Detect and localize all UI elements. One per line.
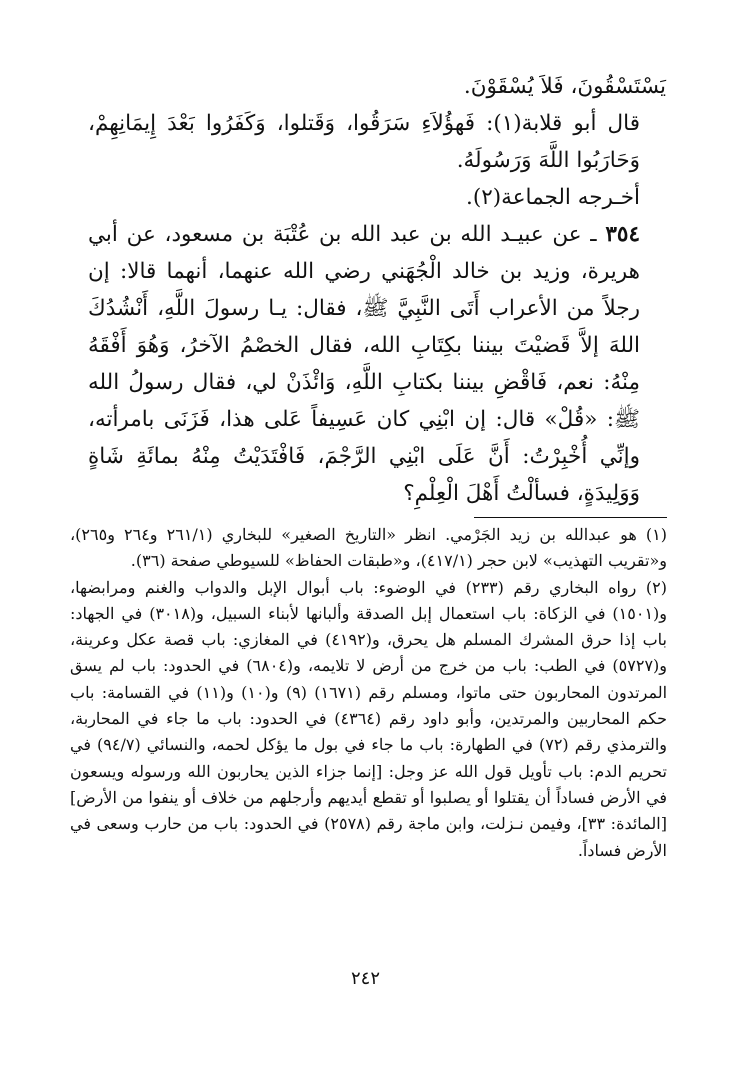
page-number: ٢٤٢ xyxy=(350,968,380,989)
hadith-number: ٣٥٤ xyxy=(605,222,640,247)
footnote-2: (٢) رواه البخاري رقم (٢٣٣) في الوضوء: باب أبوال الإبل والدواب والغنم ومرابضها، و(١٥٠١) في الزكاة: باب استعمال إبل الصدقة وألبانها لأبناء السبيل، و(٣٠١٨) في الجهاد: باب إذا حرق المشرك المسلم هل يحرق، و(٤١٩٢) في المغازي: باب قصة عكل وعرينة، و(٥٧٢٧) في الطب: باب من خرج من أرض لا تلايمه، و(٦٨٠٤) في الحدود: باب لم يسق المرتدون المحاربون حتى ماتوا، ومسلم رقم (١٦٧١) (٩) و(١٠) و(١١) في القسامة: باب حكم المحاربين والمرتدين، وأبو داود رقم (٤٣٦٤) في الحدود: باب ما جاء في المحاربة، والترمذي رقم (٧٢) في الطهارة: باب ما جاء في بول ما يؤكل لحمه، والنسائي (٩٤/٧) في تحريم الدم: باب تأويل قول الله عز وجل: [إنما جزاء الذين يحاربون الله ورسوله ويسعون في الأرض فساداً أن يقتلوا أو يصلبوا أو تقطع أيديهم وأرجلهم من خلاف أو ينفوا من الأرض] [المائدة: ٣٣]، وفيمن نـزلت، وابن ماجة رقم (٢٥٧٨) في الحدود: باب من حارب وسعى في الأرض فساداً. xyxy=(70,577,668,860)
footnote-divider xyxy=(474,517,667,518)
footnotes xyxy=(70,522,667,864)
takhrij-line: أخـرجه الجماعة(٢). xyxy=(465,185,640,210)
footnote-1: (١) هو عبدالله بن زيد الجَرْمي. انظر «التاريخ الصغير» للبخاري (٢٦١/١ و٢٦٤ و٢٦٥)، و«تقريب التهذيب» لابن حجر (٤١٧/١)، و«طبقات الحفاظ» للسيوطي صفحة (٣٦). xyxy=(70,525,668,571)
text-line-1: يَسْتَسْقُونَ، فَلاَ يُسْقَوْنَ. xyxy=(463,74,666,99)
abu-qilabah-paragraph: قال أبو قلابة(١): فَهؤُلاَءِ سَرَقُوا، وَقَتلوا، وَكَفَرُوا بَعْدَ إِيمَانِهِمْ، وَحَارَبُوا اللَّهَ وَرَسُولَهُ. xyxy=(88,111,640,173)
main-text xyxy=(88,68,666,512)
hadith-354-paragraph xyxy=(88,216,666,512)
hadith-text: ـ عن عبيـد الله بن عبد الله بن عُتْبَة بن مسعود، عن أبي هريرة، وزيد بن خالد الْجُهَني رضي الله عنهما، أنهما قالا: إن رجلاً من الأعراب أَتَى النَّبِيَّ ﷺ، فقال: يـا رسولَ اللَّهِ، أَنْشُدُكَ اللهَ إلاَّ قَضيْتَ بيننا بكِتَابِ الله، فقال الخصْمُ الآخرُ، وَهُوَ أَفْقَهُ مِنْهُ: نعم، فَاقْضِ بيننا بكتابِ اللَّهِ، وَائْذَنْ لي، فقال رسولُ الله ﷺ: «قُلْ» قال: إن ابْنِي كان عَسِيفاً عَلى هذا، فَزَنَى بامرأته، وإنِّي أُخْبِرْتُ: أَنَّ عَلَى ابْنِي الرَّجْمَ، فَافْتَدَيْتُ مِنْهُ بمائَةِ شَاةٍ وَوَلِيدَةٍ، فسألْتُ أَهْلَ الْعِلْمِ؟ xyxy=(88,222,640,506)
